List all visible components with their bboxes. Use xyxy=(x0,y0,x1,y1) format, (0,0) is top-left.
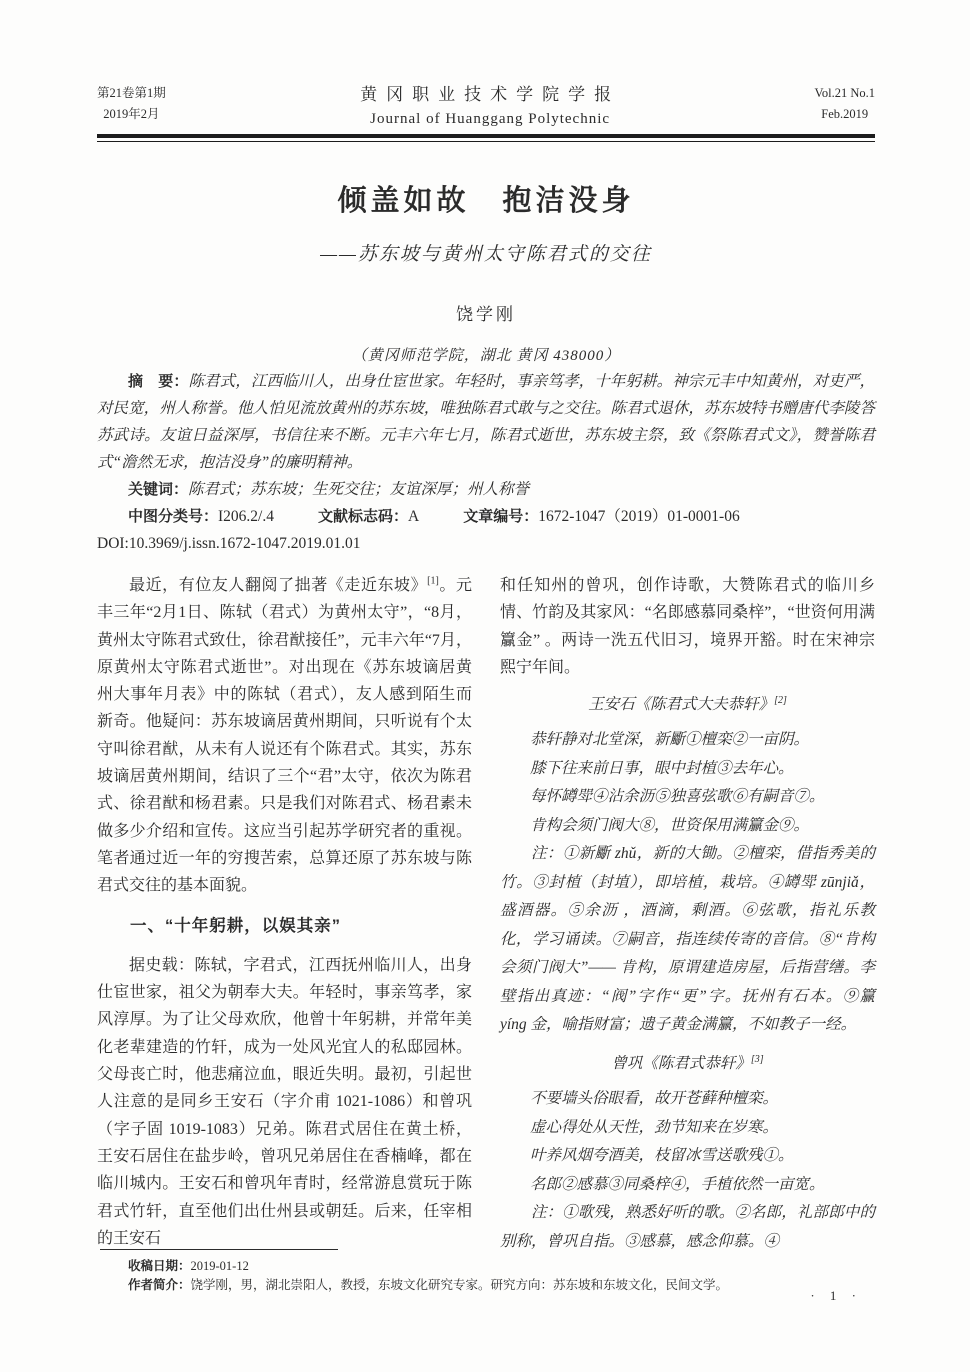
poem-1-line: 恭轩静对北堂深，新斸①檀栾②一亩阴。 xyxy=(530,731,810,749)
left-column xyxy=(97,572,472,1256)
paragraph-3: 和任知州的曾巩，创作诗歌，大赞陈君式的临川乡情、竹韵及其家风：“名郎感慕同桑梓”，“世资何用满籯金” 。两诗一洗五代旧习，境界开豁。时在宋神宗熙宁年间。 xyxy=(500,577,875,676)
article-no-value: 1672-1047（2019）01-0001-06 xyxy=(538,508,740,525)
paragraph-1 xyxy=(97,572,472,900)
author-bio-text: 饶学刚，男，湖北崇阳人，教授，东坡文化研究专家。研究方向：苏东坡和东坡文化，民间文学。 xyxy=(190,1278,729,1292)
poem-1 xyxy=(500,726,875,840)
article-title-block xyxy=(97,178,875,365)
abstract-text: 陈君式，江西临川人，出身仕宦世家。年轻时，事亲笃孝，十年躬耕。神宗元丰中知黄州，对吏严，对民宽，州人称誉。他人怕见流放黄州的苏东坡，唯独陈君式敢与之交往。陈君式退休，苏东坡特书赠唐代李陵答苏武诗。友谊日益深厚，书信往来不断。元丰六年七月，陈君式逝世，苏东坡主祭，致《祭陈君式文》，赞誉陈君式“澹然无求，抱洁没身”的廉明精神。 xyxy=(97,373,875,471)
journal-title-block xyxy=(360,80,620,128)
doc-code-pair xyxy=(318,508,419,525)
clc-label: 中图分类号： xyxy=(128,508,219,525)
article-no-label: 文章编号： xyxy=(463,508,539,525)
poem-2-line: 名郎②感慕③同桑梓④，手植依然一亩宽。 xyxy=(530,1175,825,1193)
article-author: 饶学刚 xyxy=(456,305,516,324)
poem-1-title xyxy=(500,691,875,718)
paragraph-2: 据史载：陈轼，字君式，江西抚州临川人，出身仕宦世家，祖父为朝奉大夫。年轻时，事亲笃孝，家风淳厚。为了让父母欢欣，他曾十年躬耕，并常年美化老辈建造的竹轩，成为一处风光宜人的私邸园林。父母丧亡时，他悲痛泣血，眼近失明。最初，引起世人注意的是同乡王安石（字介甫 1021-1086）和曾巩（字子固 1019-1083）兄弟。陈君式居住在黄土桥，王安石居住在盐步岭，曾巩兄弟居住在香楠峰，都在临川城内。王安石和曾巩年青时，经常游息赏玩于陈君式竹轩，直至他们出仕州县或朝廷。后来，任宰相的王安石 xyxy=(97,956,472,1247)
poem-2-title xyxy=(500,1050,875,1077)
issue-date-en: Feb.2019 xyxy=(821,107,869,121)
received-date-value: 2019-01-12 xyxy=(190,1259,249,1273)
paragraph-1-text-b: 。元丰三年“2月1日、陈轼（君式）为黄州太守”，“8月，黄州太守陈君式致仕，徐君猷接任”，元丰六年“7月，原黄州太守陈君式逝世”。对出现在《苏东坡谪居黄州大事年月表》中的陈轼（君式），友人感到陌生而新奇。他疑问：苏东坡谪居黄州期间，只听说有个太守叫徐君猷，从未有人说还有个陈君式。其实，苏东坡谪居黄州期间，结识了三个“君”太守，依次为陈君式、徐君猷和杨君素。只是我们对陈君式、杨君素未做多少介绍和宣传。这应当引起苏学研究者的重视。笔者通过近一年的穷搜苦索，总算还原了苏东坡与陈君式交往的基本面貌。 xyxy=(97,577,472,895)
poem-2-line: 叶养风烟夸酒美，枝留冰雪送歌残①。 xyxy=(530,1147,794,1165)
poem-1-line: 每怀罇斝④沾余沥⑤独喜弦歌⑥有嗣音⑦。 xyxy=(530,788,825,806)
header-divider xyxy=(97,134,875,142)
poem-1-title-text: 王安石《陈君式大夫恭轩》 xyxy=(588,696,775,714)
poem-2-title-text: 曾巩《陈君式恭轩》 xyxy=(611,1054,751,1072)
section-heading-1: 一、“十年躬耕，以娱其亲” xyxy=(130,916,341,935)
body-columns xyxy=(97,572,875,1256)
right-column xyxy=(500,572,875,1256)
journal-title-cn: 黄冈职业技术学院学报 xyxy=(360,85,621,104)
poem-1-line: 肯构会须门阀大⑧，世资保用满籯金⑨。 xyxy=(530,816,810,834)
issue-date-cn: 2019年2月 xyxy=(103,107,160,121)
doi-line: DOI:10.3969/j.issn.1672-1047.2019.01.01 xyxy=(97,535,361,552)
article-subtitle: ——苏东坡与黄州太守陈君式的交往 xyxy=(320,244,652,265)
reference-mark-2: [2] xyxy=(774,695,787,707)
article-title: 倾盖如故 抱洁没身 xyxy=(337,185,635,217)
reference-mark-1: [1] xyxy=(427,575,439,587)
keywords-text: 陈君式；苏东坡；生死交往；友谊深厚；州人称誉 xyxy=(188,481,530,498)
journal-header xyxy=(97,80,875,128)
issue-volume-cn: 第21卷第1期 xyxy=(97,86,166,100)
issue-volume-en: Vol.21 No.1 xyxy=(814,86,875,100)
doc-code-value: A xyxy=(408,508,420,525)
issue-info-en xyxy=(814,83,875,125)
author-bio-line xyxy=(128,1276,875,1295)
journal-title-en: Journal of Huanggang Polytechnic xyxy=(370,111,611,127)
reference-mark-3: [3] xyxy=(750,1053,764,1065)
clc-value: I206.2/.4 xyxy=(218,508,274,525)
poem-2-note: 注：①歌残，熟悉好听的歌。②名郎，礼部郎中的别称，曾巩自指。③感慕，感念仰慕。④ xyxy=(500,1204,875,1250)
poem-2-line: 不要墙头俗眼看，故开苍藓种檀栾。 xyxy=(530,1090,779,1108)
page-number: · 1 · xyxy=(810,1288,862,1303)
issue-info-cn xyxy=(97,83,166,125)
abstract xyxy=(97,368,875,476)
article-meta xyxy=(97,368,875,557)
article-affiliation: （黄冈师范学院，湖北 黄冈 438000） xyxy=(351,348,621,364)
paragraph-1-text-a: 最近，有位友人翻阅了拙著《走近东坡》 xyxy=(129,577,428,594)
abstract-label: 摘 要： xyxy=(128,373,189,390)
doc-code-label: 文献标志码： xyxy=(317,508,408,525)
author-bio-label: 作者简介： xyxy=(128,1278,191,1292)
classification-line xyxy=(97,503,875,530)
received-date-label: 收稿日期： xyxy=(128,1259,191,1273)
clc-pair xyxy=(128,508,274,525)
poem-1-line: 膝下往来前日事，眼中封植③去年心。 xyxy=(530,759,794,777)
received-date-line xyxy=(128,1257,875,1276)
poem-1-note: 注：①新斸 zhǔ，新的大锄。②檀栾，借指秀美的竹。③封植（封埴），即培植，栽培。④罇斝 zūnjiǎ，盛酒器。⑤余沥 ，酒滴，剩酒。⑥弦歌，指礼乐教化，学习诵读。⑦嗣音，指连续传寄的音信。⑧“肯构会须门阀大”—— 肯构，原谓建造房屋，后指营缮。李壁指出真迹：“阀”字作“更”字。抚州有石本。⑨籯 yíng 金，喻指财富；遗子黄金满籯，不如教子一经。 xyxy=(500,845,875,1034)
page-footer xyxy=(128,1257,875,1295)
article-no-pair xyxy=(463,508,740,525)
poem-2 xyxy=(500,1085,875,1199)
keywords-label: 关键词： xyxy=(128,481,189,498)
keywords xyxy=(97,476,875,503)
poem-2-line: 虚心得处从天性，劲节知来在岁寒。 xyxy=(530,1118,779,1136)
footnote-divider xyxy=(100,1249,338,1250)
